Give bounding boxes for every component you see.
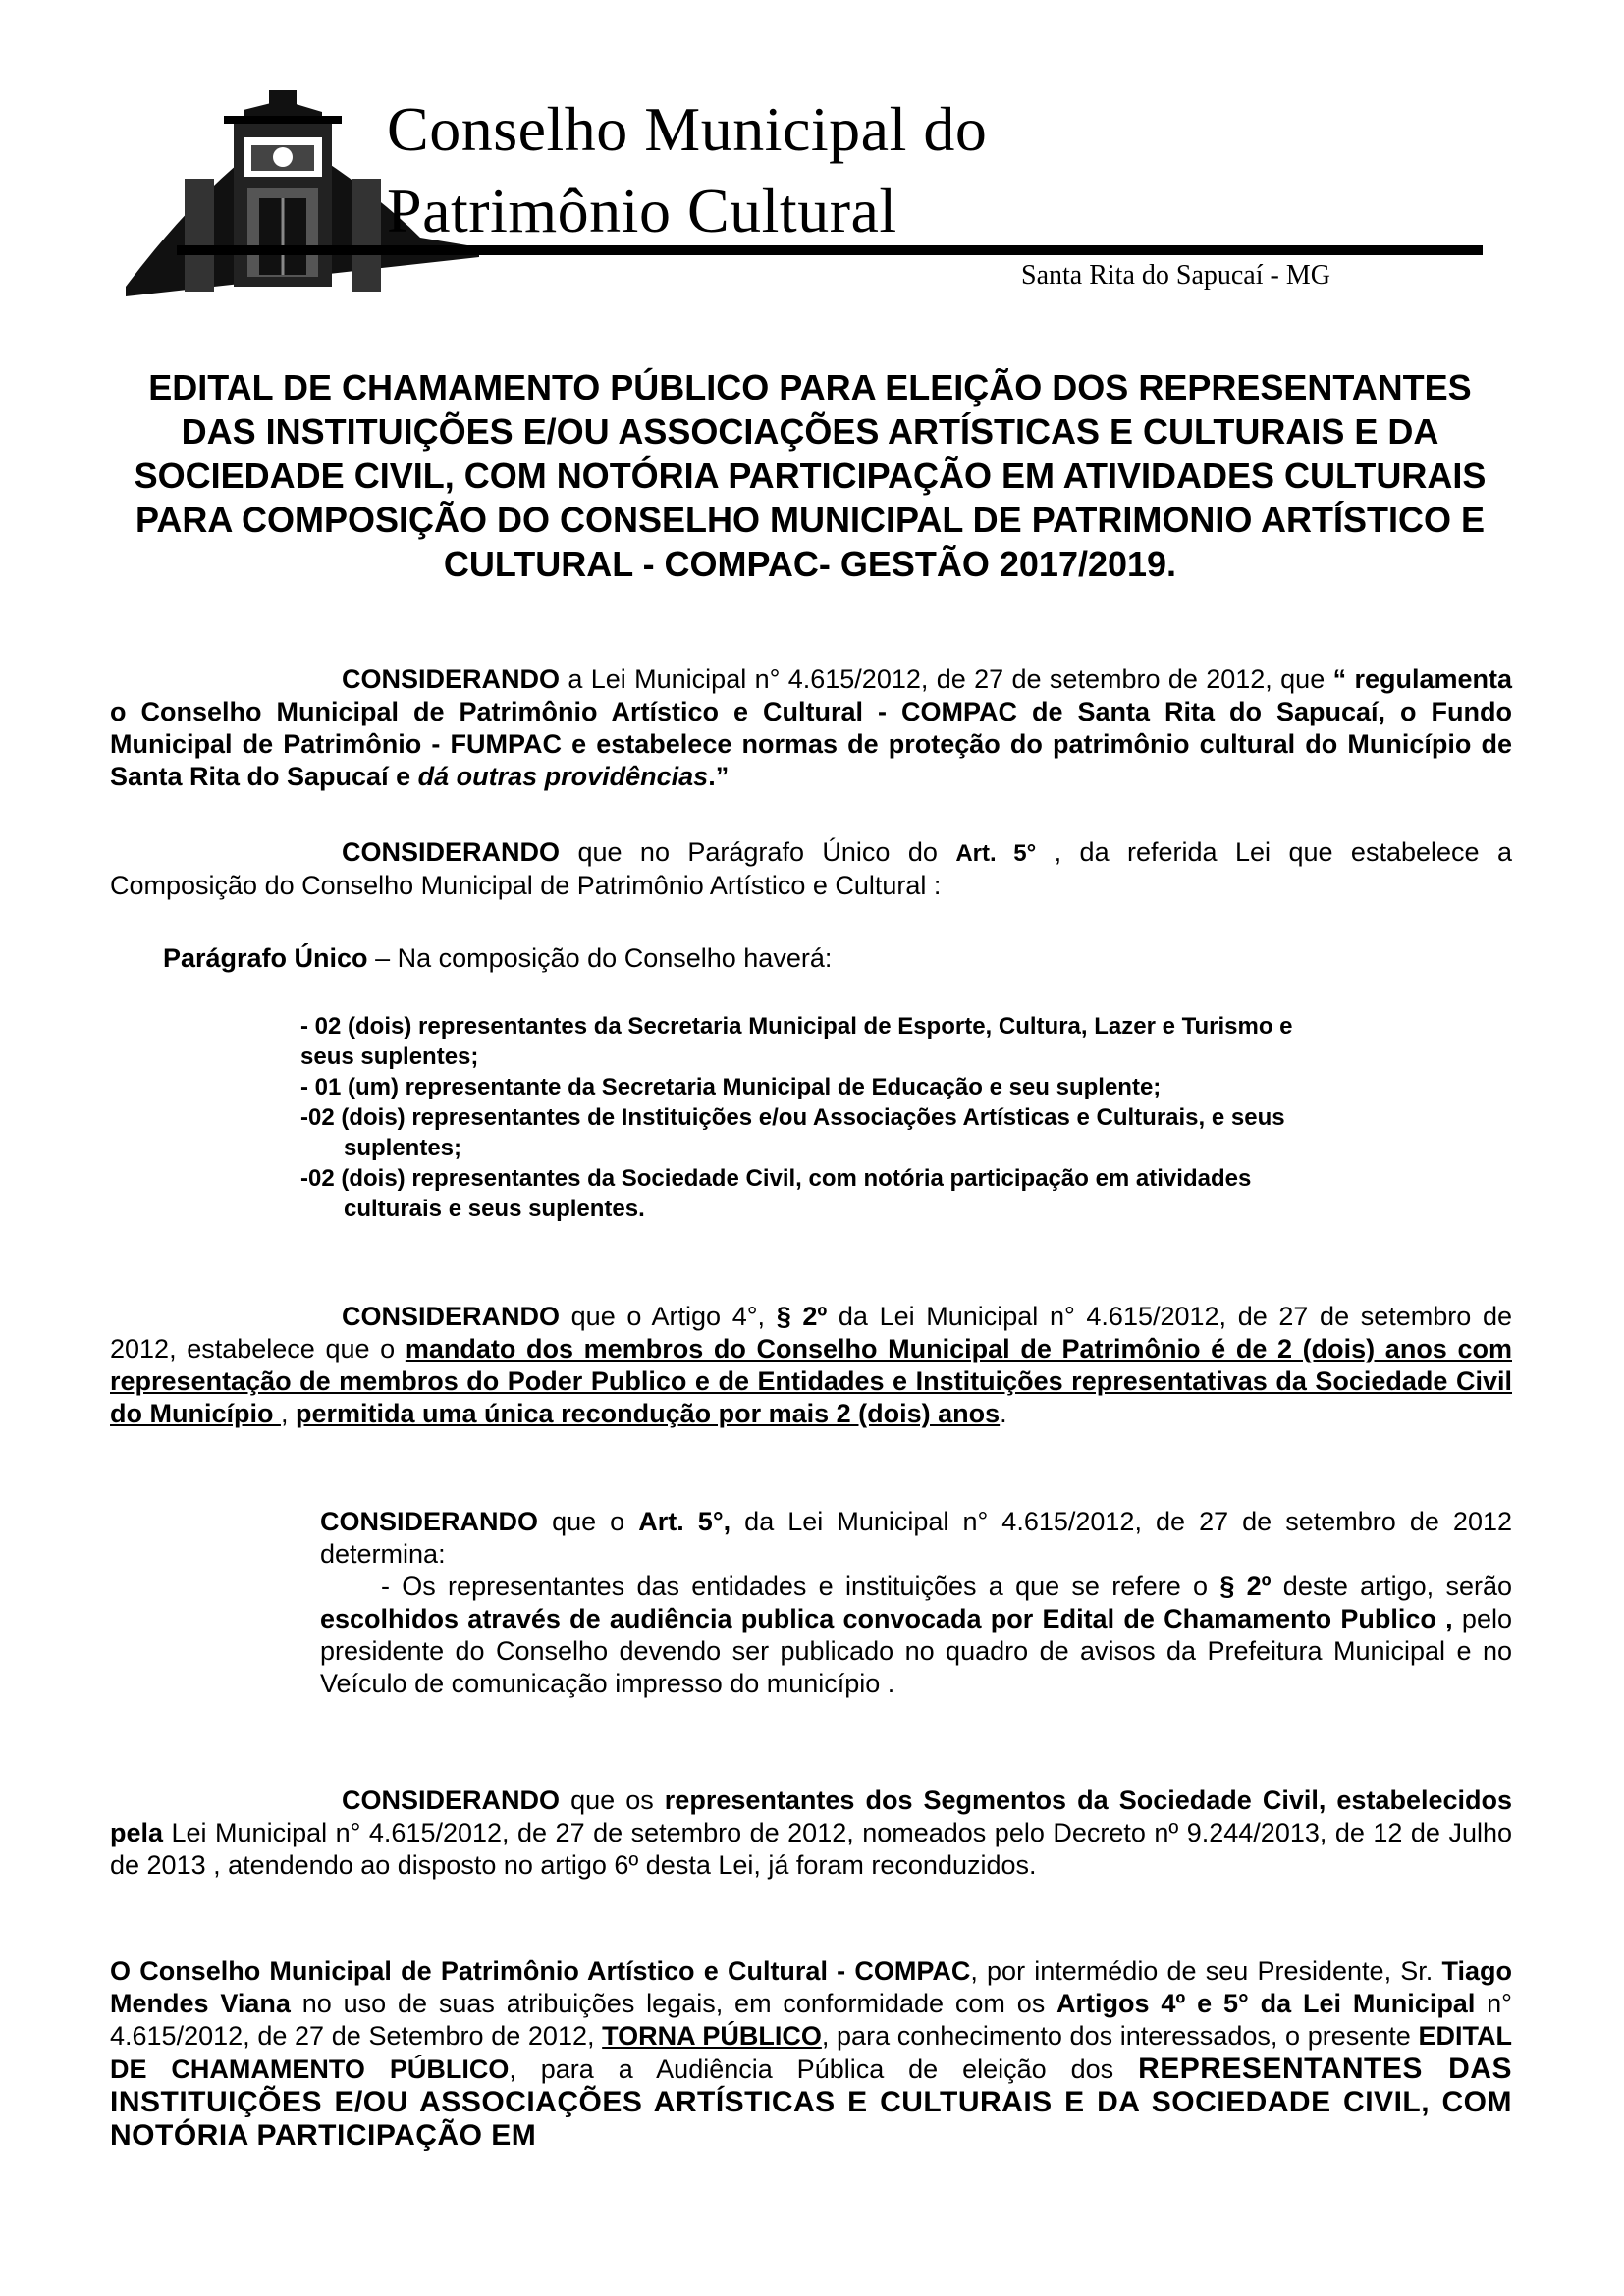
quote-close: .” — [708, 762, 730, 791]
paragraph-considerando-1 — [110, 664, 1512, 793]
paragrafo-unico — [163, 942, 1439, 975]
torna-publico: TORNA PÚBLICO — [602, 2021, 822, 2051]
list-item-continuation: suplentes; — [344, 1135, 462, 1161]
list-item-text: - 01 (um) representante da Secretaria Municipal de Educação e seu suplente; — [300, 1074, 1162, 1100]
paragraph-torna-publico — [110, 1955, 1512, 2153]
paragraph-text: que os — [560, 1786, 665, 1815]
list-item — [300, 1072, 1528, 1102]
quoted-law-italic: dá outras providências — [417, 762, 709, 791]
paragraph-text: , para conhecimento dos interessados, o presente — [821, 2021, 1419, 2051]
considerando-label: CONSIDERANDO — [342, 1302, 561, 1331]
list-item-text: -02 (dois) representantes da Sociedade Civil, com notória participação em atividades — [300, 1165, 1252, 1192]
paragrafo-unico-label: Parágrafo Único — [163, 943, 368, 973]
list-item — [300, 1163, 1528, 1224]
article-ref: Art. 5°, — [638, 1507, 731, 1536]
paragraph-text: que no Parágrafo Único do — [560, 837, 956, 867]
articles-ref: Artigos 4º e 5° da Lei Municipal — [1056, 1989, 1476, 2018]
paragraph-text: da Lei Municipal n° 4.615/2012, de 27 de setembro de 2012 determina: — [320, 1507, 1512, 1569]
president-name: Tiago Mendes Viana — [110, 1956, 1512, 2018]
segments-text: representantes dos Segmentos da Sociedade Civil, estabelecidos pela — [110, 1786, 1512, 1847]
section-ref: § 2º — [776, 1302, 828, 1331]
section-ref: § 2º — [1219, 1572, 1272, 1601]
list-item — [300, 1102, 1528, 1163]
paragraph-text: que o — [538, 1507, 639, 1536]
list-item-continuation: seus suplentes; — [300, 1043, 479, 1070]
paragraph-text: Lei Municipal n° 4.615/2012, de 27 de setembro de 2012, nomeados pelo Decreto nº 9.244/2013, de 12 de Julho de 2013 , atendendo ao disposto no artigo 6º desta Lei, já foram reconduzidos. — [110, 1818, 1512, 1880]
considerando-label: CONSIDERANDO — [320, 1507, 539, 1536]
reconduction-text: permitida uma única recondução por mais 2 (dois) anos — [296, 1399, 1001, 1428]
letterhead-title-line1: Conselho Municipal do — [387, 94, 988, 164]
paragraph-text: . — [1000, 1399, 1007, 1428]
letterhead-title-line2: Patrimônio Cultural — [387, 176, 897, 245]
list-item-text: -02 (dois) representantes de Instituições e/ou Associações Artísticas e Culturais, e seus — [300, 1104, 1285, 1131]
paragraph-considerando-2 — [110, 836, 1512, 902]
considerando-label: CONSIDERANDO — [342, 1786, 561, 1815]
representatives-caps: REPRESENTANTES DAS INSTITUIÇÕES E/OU ASSOCIAÇÕES ARTÍSTICAS E CULTURAIS E DA SOCIEDADE CIVIL, COM NOTÓRIA PARTICIPAÇÃO EM — [110, 2053, 1512, 2152]
council-name: O Conselho Municipal de Patrimônio Artístico e Cultural - COMPAC — [110, 1956, 971, 1986]
paragraph-text: , da referida Lei que estabelece a Composição do Conselho Municipal de Patrimônio Artístico e Cultural : — [110, 837, 1512, 900]
letterhead-city: Santa Rita do Sapucaí - MG — [1021, 260, 1330, 291]
paragraph-text: n° 4.615/2012, de 27 de Setembro de 2012, — [110, 1989, 1512, 2051]
document-title: EDITAL DE CHAMAMENTO PÚBLICO PARA ELEIÇÃO DOS REPRESENTANTES DAS INSTITUIÇÕES E/OU ASSOCIAÇÕES ARTÍSTICAS E CULTURAIS E DA SOCIEDADE CIVIL, COM NOTÓRIA PARTICIPAÇÃO EM ATIVIDADES CULTURAIS PARA COMPOSIÇÃO DO CONSELHO MUNICIPAL DE PATRIMONIO ARTÍSTICO E CULTURAL - COMPAC- GESTÃO 2017/2019. — [134, 367, 1487, 584]
paragraph-text: , — [280, 1399, 296, 1428]
paragraph-considerando-5 — [110, 1785, 1512, 1882]
considerando-label: CONSIDERANDO — [342, 837, 561, 867]
composition-list — [300, 1011, 1528, 1224]
paragraph-considerando-4 — [320, 1506, 1512, 1700]
edital-ref: EDITAL DE CHAMAMENTO PÚBLICO — [110, 2021, 1512, 2084]
mandate-text: mandato dos membros do Conselho Municipal de Patrimônio é de 2 (dois) anos com representação de membros do Poder Publico e de Entidades e Instituições representativas da Sociedade Civil do Município — [110, 1334, 1512, 1428]
paragraph-text: deste artigo, serão — [1271, 1572, 1512, 1601]
considerando-label: CONSIDERANDO — [342, 665, 561, 694]
paragraph-considerando-3 — [110, 1301, 1512, 1430]
article-ref: Art. 5° — [955, 840, 1037, 867]
audience-text: escolhidos através de audiência publica convocada por Edital de Chamamento Publico , — [320, 1604, 1453, 1633]
list-item — [300, 1011, 1528, 1072]
paragraph-text: pelo presidente do Conselho devendo ser publicado no quadro de avisos da Prefeitura Municipal e no Veículo de comunicação impresso do município . — [320, 1604, 1512, 1698]
paragraph-text: a Lei Municipal n° 4.615/2012, de 27 de setembro de 2012, que — [560, 665, 1333, 694]
list-item-continuation: culturais e seus suplentes. — [344, 1196, 645, 1222]
paragraph-text: no uso de suas atribuições legais, em conformidade com os — [290, 1989, 1057, 2018]
letterhead-rule — [177, 245, 1483, 255]
list-item-text: - 02 (dois) representantes da Secretaria Municipal de Esporte, Cultura, Lazer e Turismo e — [300, 1013, 1293, 1040]
paragraph-text: que o Artigo 4°, — [560, 1302, 777, 1331]
paragraph-text: - Os representantes das entidades e instituições a que se refere o — [381, 1572, 1220, 1601]
paragraph-text: , para a Audiência Pública de eleição dos — [509, 2055, 1139, 2084]
paragraph-text: – Na composição do Conselho haverá: — [367, 943, 833, 973]
paragraph-text: , por intermédio de seu Presidente, Sr. — [970, 1956, 1442, 1986]
paragraph-text: da Lei Municipal n° 4.615/2012, de 27 de setembro de 2012, estabelece que o — [110, 1302, 1512, 1363]
quoted-law-text: “ regulamenta o Conselho Municipal de Patrimônio Artístico e Cultural - COMPAC de Santa Rita do Sapucaí, o Fundo Municipal de Patrimônio - FUMPAC e estabelece normas de proteção do patrimônio cultural do Município de Santa Rita do Sapucaí e — [110, 665, 1512, 791]
